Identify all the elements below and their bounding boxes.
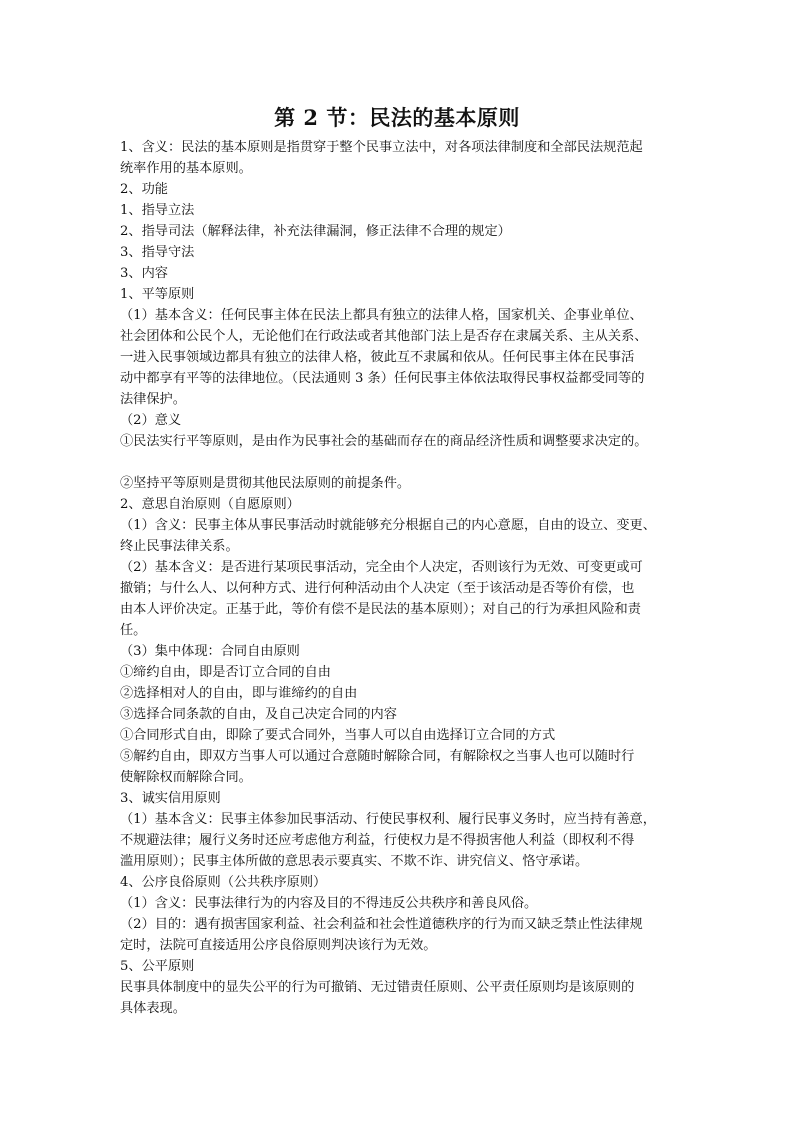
text-line: （1）含义：民事主体从事民事活动时就能够充分根据自己的内心意愿，自由的设立、变更、 — [120, 518, 656, 533]
text-line: 由本人评价决定。正基于此，等价有偿不是民法的基本原则）；对自己的行为承担风险和责 — [120, 602, 641, 617]
text-line: ①合同形式自由，即除了要式合同外，当事人可以自由选择订立合同的方式 — [120, 728, 556, 743]
blank-line — [120, 452, 680, 473]
text-line: 定时，法院可直接适用公序良俗原则判决该行为无效。 — [120, 938, 437, 953]
text-line: 1、指导立法 — [120, 203, 195, 218]
text-line: 法律保护。 — [120, 392, 186, 407]
text-line: 3、指导守法 — [120, 245, 195, 260]
text-line: 任。 — [120, 623, 147, 638]
text-line: 5、公平原则 — [120, 959, 195, 974]
text-line: 4、公序良俗原则（公共秩序原则） — [120, 875, 327, 890]
text-line: （2）基本含义：是否进行某项民事活动，完全由个人决定，否则该行为无效、可变更或可 — [120, 560, 643, 575]
page-title: 第 2 节：民法的基本原则 — [274, 105, 520, 130]
text-line: （3）集中体现：合同自由原则 — [120, 644, 300, 659]
text-line: 滥用原则）；民事主体所做的意思表示要真实、不欺不诈、讲究信义、恪守承诺。 — [120, 854, 589, 869]
text-line: （1）基本含义：民事主体参加民事活动、行使民事权利、履行民事义务时，应当持有善意， — [120, 812, 656, 827]
text-line: （2）意义 — [120, 413, 182, 428]
text-line: 2、功能 — [120, 182, 168, 197]
text-line: 终止民事法律关系。 — [120, 539, 239, 554]
document-body — [120, 137, 680, 1019]
text-line: 民事具体制度中的显失公平的行为可撤销、无过错责任原则、公平责任原则均是该原则的 — [120, 980, 635, 995]
text-line: 3、诚实信用原则 — [120, 791, 221, 806]
text-line: 不规避法律；履行义务时还应考虑他方利益，行使权力是不得损害他人利益（即权利不得 — [120, 833, 635, 848]
text-line: 1、含义：民法的基本原则是指贯穿于整个民事立法中，对各项法律制度和全部民法规范起 — [120, 140, 643, 155]
text-line: 统率作用的基本原则。 — [120, 161, 252, 176]
text-line: 2、意思自治原则（自愿原则） — [120, 497, 300, 512]
text-line: 具体表现。 — [120, 1001, 186, 1016]
text-line: 3、内容 — [120, 266, 168, 281]
text-line: 社会团体和公民个人，无论他们在行政法或者其他部门法上是否存在隶属关系、主从关系、 — [120, 329, 648, 344]
text-line: （1）含义：民事法律行为的内容及目的不得违反公共秩序和善良风俗。 — [120, 896, 538, 911]
text-line: ②坚持平等原则是贯彻其他民法原则的前提条件。 — [120, 476, 411, 491]
text-line: 撤销；与什么人、以何种方式、进行何种活动由个人决定（至于该活动是否等价有偿，也 — [120, 581, 635, 596]
text-line: ①缔约自由，即是否订立合同的自由 — [120, 665, 331, 680]
text-line: 使解除权而解除合同。 — [120, 770, 252, 785]
text-line: ①民法实行平等原则，是由作为民事社会的基础而存在的商品经济性质和调整要求决定的。 — [120, 434, 648, 449]
text-line: （2）目的：遇有损害国家利益、社会利益和社会性道德秩序的行为而又缺乏禁止性法律规 — [120, 917, 643, 932]
text-line: ②选择相对人的自由，即与谁缔约的自由 — [120, 686, 358, 701]
text-line: 1、平等原则 — [120, 287, 195, 302]
text-line: 一进入民事领域边都具有独立的法律人格，彼此互不隶属和依从。任何民事主体在民事活 — [120, 350, 635, 365]
text-line: ⑤解约自由，即双方当事人可以通过合意随时解除合同，有解除权之当事人也可以随时行 — [120, 749, 635, 764]
text-line: 2、指导司法（解释法律，补充法律漏洞，修正法律不合理的规定） — [120, 224, 511, 239]
text-line: 动中都享有平等的法律地位。（民法通则 3 条）任何民事主体依法取得民事权益都受同等的 — [120, 371, 645, 386]
text-line: ③选择合同条款的自由，及自己决定合同的内容 — [120, 707, 397, 722]
text-line: （1）基本含义：任何民事主体在民法上都具有独立的法律人格，国家机关、企事业单位、 — [120, 308, 643, 323]
